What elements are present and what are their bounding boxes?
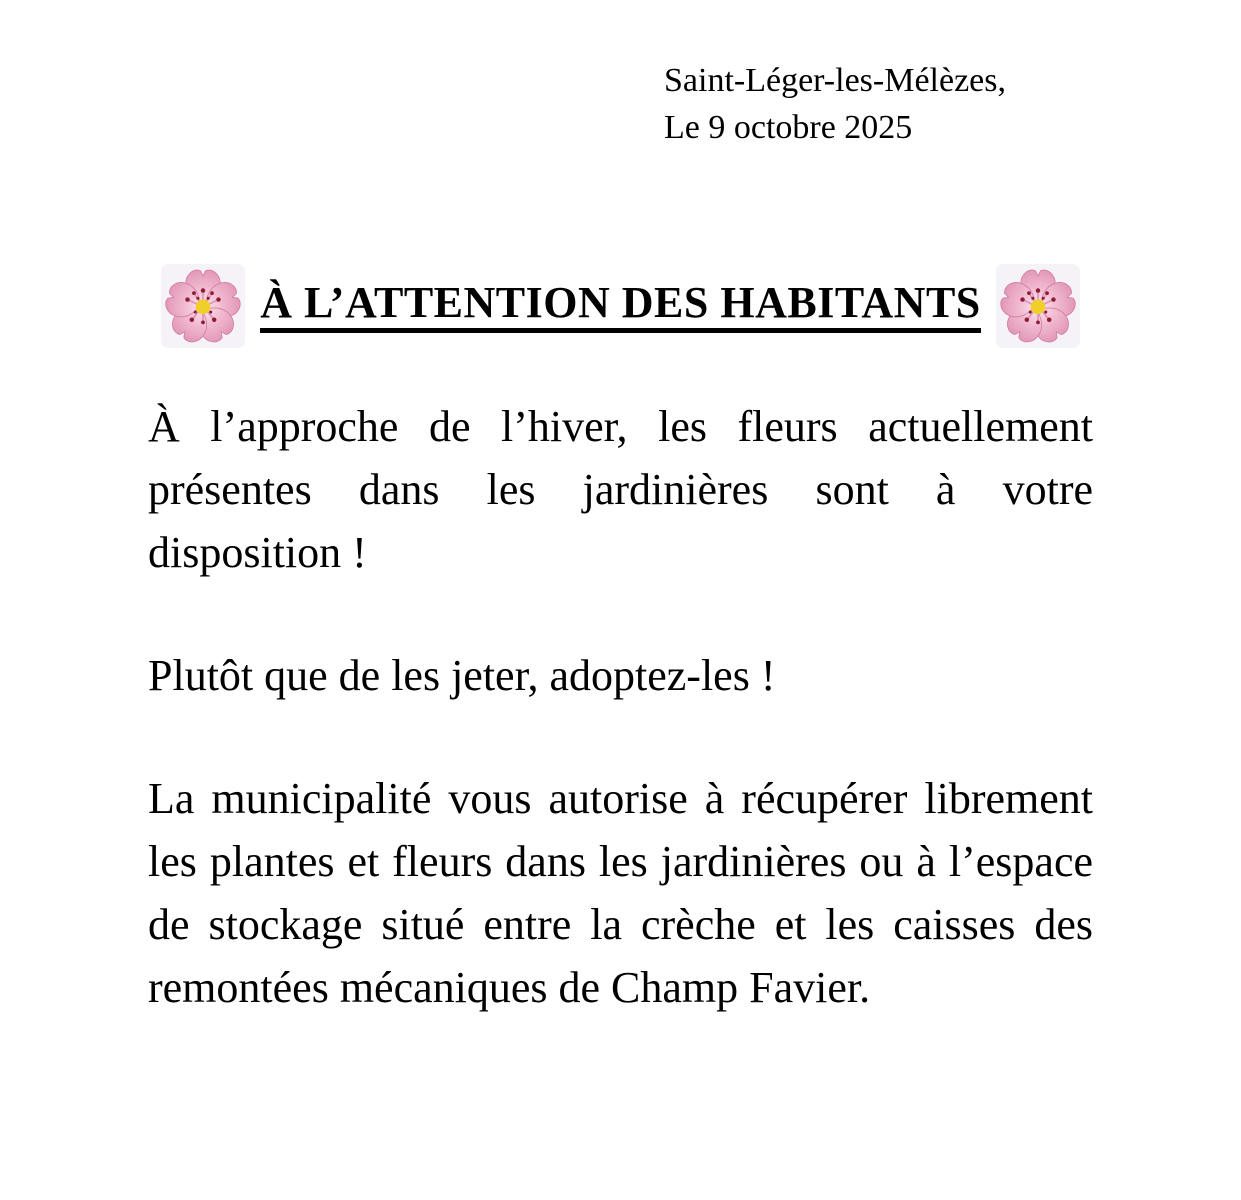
- date-line: Le 9 octobre 2025: [664, 109, 913, 146]
- text-line: La municipalité vous autorise à récupérer librement: [148, 774, 1093, 823]
- page-title: À L’ATTENTION DES HABITANTS: [260, 279, 981, 333]
- paragraph-flowers-available: [148, 395, 1093, 584]
- text-line: À l’approche de l’hiver, les fleurs actuellement: [148, 402, 1093, 451]
- text-line: présentes dans les jardinières sont à votre: [148, 465, 1093, 514]
- text-line: de stockage situé entre la crèche et les caisses des: [148, 900, 1093, 949]
- paragraph-adopt-them: [148, 644, 1093, 707]
- paragraph-authorization: [148, 767, 1093, 1019]
- cherry-blossom-icon: [995, 263, 1081, 349]
- text-line: les plantes et fleurs dans les jardinières ou à l’espace: [148, 837, 1093, 886]
- title-row: [0, 261, 1241, 351]
- cherry-blossom-icon: [160, 263, 246, 349]
- text-line: disposition !: [148, 528, 367, 577]
- date-block: [664, 0, 1241, 151]
- place-line: Saint-Léger-les-Mélèzes,: [664, 62, 1006, 99]
- text-line: Plutôt que de les jeter, adoptez-les !: [148, 651, 776, 700]
- text-line: remontées mécaniques de Champ Favier.: [148, 963, 871, 1012]
- letter-body: [148, 395, 1093, 1019]
